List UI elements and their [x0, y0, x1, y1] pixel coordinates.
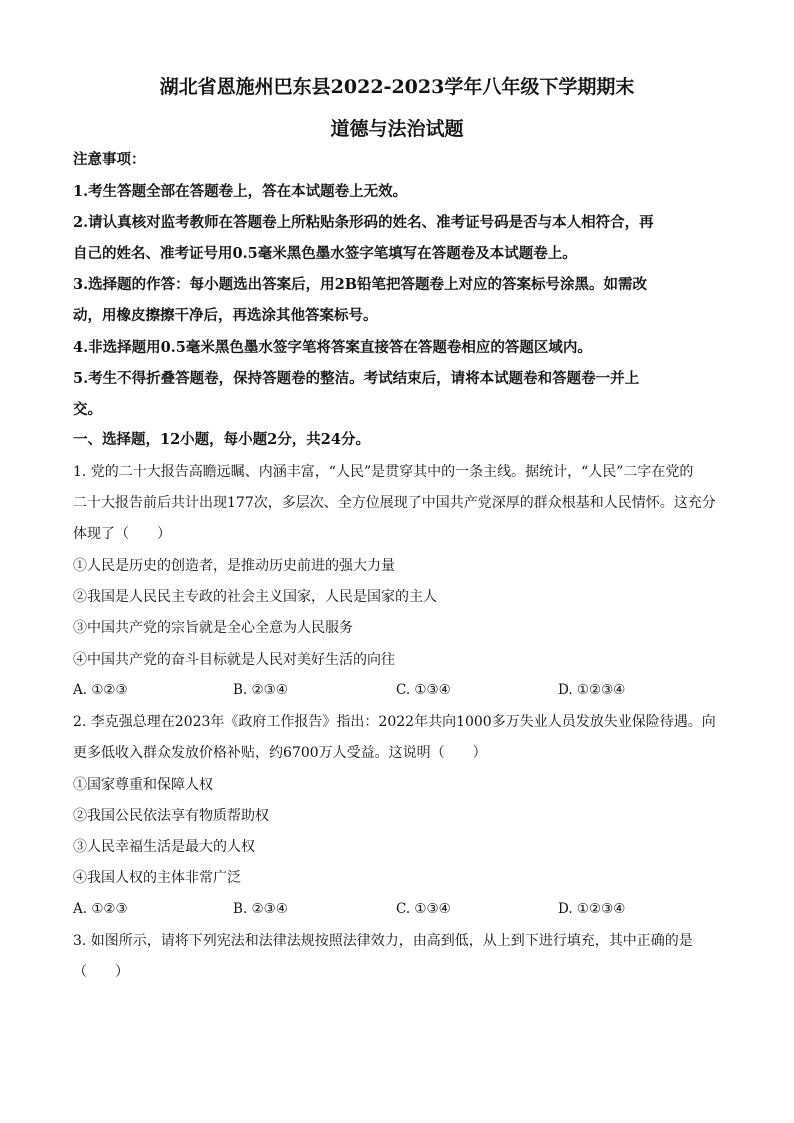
note-line: 3.选择题的作答：每小题选出答案后，用2B铅笔把答题卷上对应的答案标号涂黑。如需改 [73, 276, 647, 293]
note-line: 4.非选择题用0.5毫米黑色墨水签字笔将答案直接答在答题卷相应的答题区域内。 [73, 339, 592, 356]
question-1-stem: 1. 党的二十大报告高瞻远瞩、内涵丰富，“人民”是贯穿其中的一条主线。据统计，“人民”二字在党的 [73, 464, 694, 480]
note-line: 2.请认真核对监考教师在答题卷上所粘贴条形码的姓名、准考证号码是否与本人相符合，再 [73, 214, 654, 231]
question-3-stem: （ ） [73, 964, 129, 980]
section-heading: 一、选择题，12小题，每小题2分，共24分。 [73, 431, 370, 448]
question-2-item: ④我国人权的主体非常广泛 [73, 870, 241, 886]
question-1-option-a[interactable]: A. ①②③ [73, 682, 128, 698]
question-1-item: ②我国是人民民主专政的社会主义国家，人民是国家的主人 [73, 589, 437, 605]
question-2-option-b[interactable]: B. ②③④ [233, 901, 288, 917]
exam-subtitle: 道德与法治试题 [330, 118, 464, 140]
question-2-option-a[interactable]: A. ①②③ [73, 901, 128, 917]
question-3-stem: 3. 如图所示，请将下列宪法和法律法规按照法律效力，由高到低，从上到下进行填充，其中正确的是 [73, 933, 693, 949]
question-1-item: ③中国共产党的宗旨就是全心全意为人民服务 [73, 620, 353, 636]
notes-heading: 注意事项： [73, 151, 146, 168]
question-2-option-d[interactable]: D. ①②③④ [558, 901, 626, 917]
note-line: 1.考生答题全部在答题卷上，答在本试题卷上无效。 [73, 183, 408, 200]
question-2-item: ②我国公民依法享有物质帮助权 [73, 808, 269, 824]
question-1-option-b[interactable]: B. ②③④ [233, 682, 288, 698]
question-1-item: ④中国共产党的奋斗目标就是人民对美好生活的向往 [73, 652, 395, 668]
note-line: 交。 [73, 401, 102, 418]
question-1-stem: 体现了（ ） [73, 526, 171, 542]
exam-title: 湖北省恩施州巴东县2022-2023学年八年级下学期期末 [159, 76, 635, 98]
question-2-item: ③人民幸福生活是最大的人权 [73, 839, 255, 855]
note-line: 5.考生不得折叠答题卷，保持答题卷的整洁。考试结束后，请将本试题卷和答题卷一并上 [73, 370, 640, 387]
question-1-option-d[interactable]: D. ①②③④ [558, 682, 626, 698]
question-1-option-c[interactable]: C. ①③④ [396, 682, 451, 698]
question-2-item: ①国家尊重和保障人权 [73, 777, 213, 793]
question-2-stem: 2. 李克强总理在2023年《政府工作报告》指出：2022年共向1000多万失业人员发放失业保险待遇。向 [73, 714, 716, 730]
note-line: 自己的姓名、准考证号用0.5毫米黑色墨水签字笔填写在答题卷及本试题卷上。 [73, 245, 577, 262]
note-line: 动，用橡皮擦擦干净后，再选涂其他答案标号。 [73, 307, 378, 324]
question-1-item: ①人民是历史的创造者，是推动历史前进的强大力量 [73, 558, 395, 574]
question-2-option-c[interactable]: C. ①③④ [396, 901, 451, 917]
question-2-stem: 更多低收入群众发放价格补贴，约6700万人受益。这说明（ ） [73, 745, 487, 761]
question-1-stem: 二十大报告前后共计出现177次，多层次、全方位展现了中国共产党深厚的群众根基和人民情怀。这充分 [73, 495, 716, 511]
